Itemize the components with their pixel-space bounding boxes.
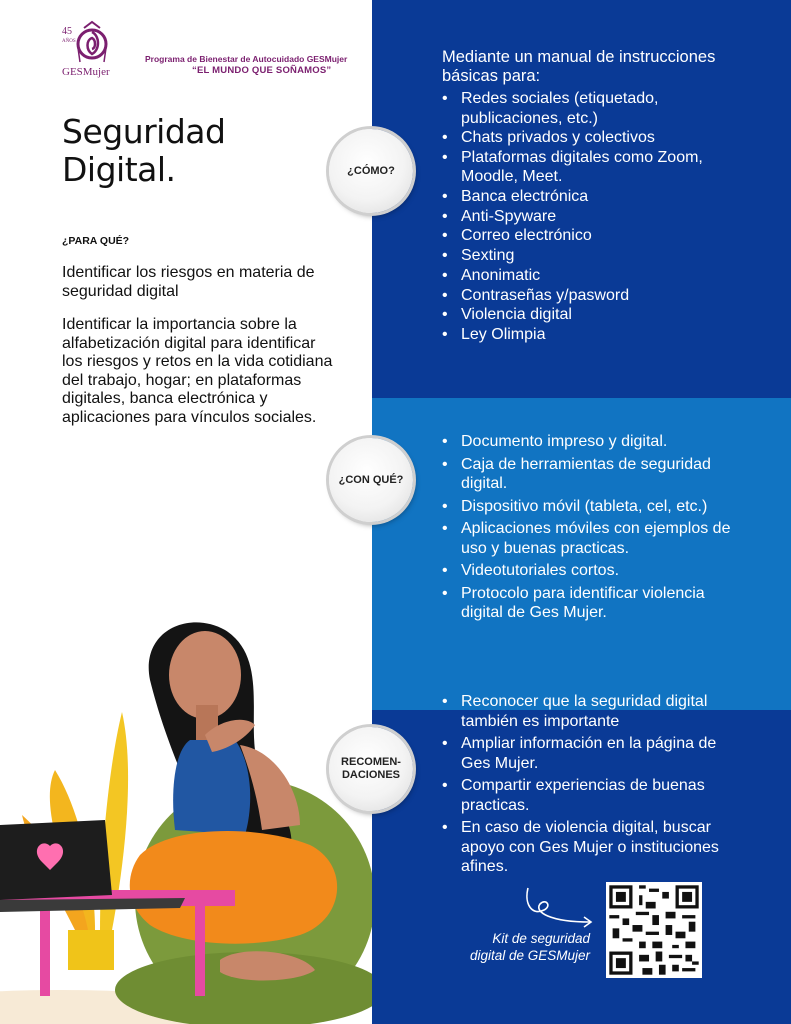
recomendaciones-badge (329, 727, 413, 811)
logo-name: GESMujer (62, 66, 110, 78)
para-que-text-2: Identificar la importancia sobre la alfabetización digital para identificar los riesgos y retos en la vida cotidiana del trabajo, hogar; en plataformas digitales, banca electrónica y aplicaciones para vínculos sociales. (62, 316, 333, 426)
title-line-2: Digital. (62, 150, 176, 189)
list-item: • Anti-Spyware (442, 207, 742, 227)
page-title (62, 113, 302, 189)
recomendaciones-list (442, 692, 742, 880)
list-item: • Contraseñas y/pasword (442, 286, 742, 306)
list-item: • En caso de violencia digital, buscar apoyo con Ges Mujer o instituciones afines. (442, 818, 742, 877)
para-que-text-1: Identificar los riesgos en materia de seguridad digital (62, 264, 315, 300)
list-item: • Ley Olimpia (442, 325, 742, 345)
list-item: • Redes sociales (etiquetado, publicaciones, etc.) (442, 89, 742, 128)
list-item: • Plataformas digitales como Zoom, Moodle, Meet. (442, 148, 742, 187)
list-item: • Banca electrónica (442, 187, 742, 207)
program-name: Programa de Bienestar de Autocuidado GESMujer (145, 54, 348, 64)
kit-caption (445, 930, 590, 964)
list-item: • Anonimatic (442, 266, 742, 286)
logo-years-label: AÑOS (62, 39, 76, 44)
con-que-list (442, 432, 742, 626)
list-item: • Documento impreso y digital. (442, 432, 742, 452)
qr-code-icon[interactable] (606, 882, 702, 978)
list-item: • Caja de herramientas de seguridad digital. (442, 455, 742, 494)
list-item: • Correo electrónico (442, 226, 742, 246)
list-item: • Protocolo para identificar violencia digital de Ges Mujer. (442, 584, 742, 623)
program-motto: “EL MUNDO QUE SOÑAMOS” (192, 65, 332, 76)
recomendaciones-badge-line-1: RECOMEN- (341, 756, 401, 768)
recomendaciones-badge-line-2: DACIONES (341, 769, 401, 781)
para-que-heading: ¿PARA QUÉ? (62, 235, 130, 247)
list-item: • Sexting (442, 246, 742, 266)
woman-laptop-illustration (0, 600, 372, 1024)
title-line-1: Seguridad (62, 112, 226, 151)
list-item: • Reconocer que la seguridad digital también es importante (442, 692, 742, 731)
con-que-badge (329, 438, 413, 522)
curly-arrow-icon (520, 884, 600, 934)
list-item: • Violencia digital (442, 305, 742, 325)
kit-caption-line-1: Kit de seguridad (492, 931, 590, 946)
como-intro: Mediante un manual de instrucciones básicas para: (442, 48, 716, 85)
kit-caption-line-2: digital de GESMujer (469, 948, 590, 963)
list-item: • Ampliar información en la página de Ges Mujer. (442, 734, 742, 773)
como-badge (329, 129, 413, 213)
con-que-badge-label: ¿CON QUÉ? (338, 473, 404, 486)
list-item: • Compartir experiencias de buenas practicas. (442, 776, 742, 815)
como-list (442, 89, 742, 345)
list-item: • Chats privados y colectivos (442, 128, 742, 148)
list-item: • Dispositivo móvil (tableta, cel, etc.) (442, 497, 742, 517)
logo-years: 45 (62, 26, 72, 37)
list-item: • Aplicaciones móviles con ejemplos de uso y buenas practicas. (442, 519, 742, 558)
como-badge-label: ¿CÓMO? (347, 164, 395, 177)
list-item: • Videotutoriales cortos. (442, 561, 742, 581)
